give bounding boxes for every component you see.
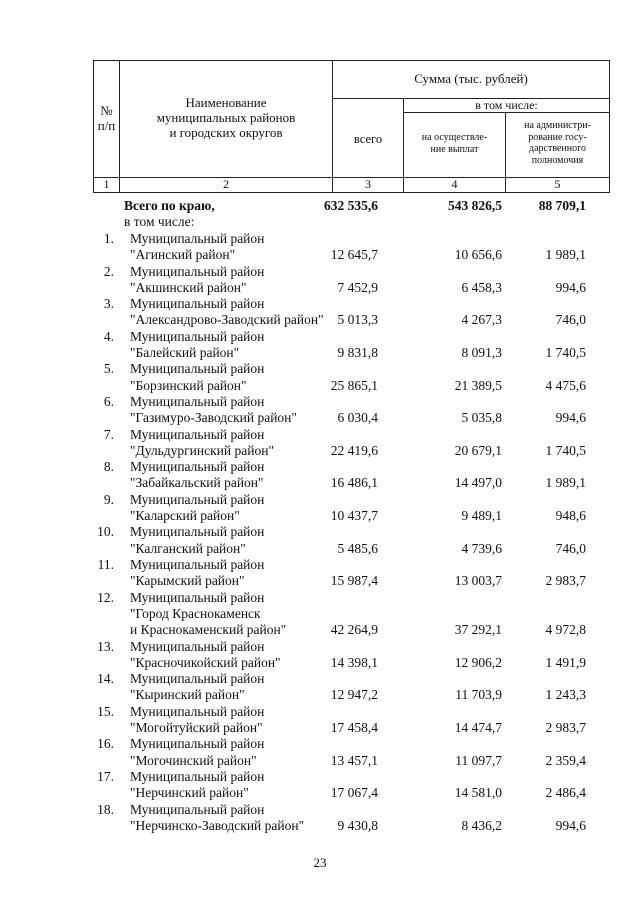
colnum-4: 4: [451, 177, 458, 191]
row-admin-value: 2 983,7: [545, 573, 586, 589]
row-total-value: 10 437,7: [330, 508, 378, 524]
row-district-name: "Могойтуйский район": [130, 719, 263, 735]
row-payments-value: 37 292,1: [454, 622, 502, 638]
header-col-name: Наименование муниципальных районов и городских округов: [156, 95, 296, 140]
row-payments-value: 14 497,0: [454, 475, 502, 491]
row-total-value: 42 264,9: [330, 622, 378, 638]
row-payments-value: 5 035,8: [461, 410, 502, 426]
row-number: 1.: [103, 231, 114, 246]
row-number: 9.: [103, 491, 114, 507]
row-payments-value: 20 679,1: [454, 442, 502, 458]
table-row: [0, 296, 640, 329]
row-type: Муниципальный район: [130, 296, 265, 312]
page-number: 23: [313, 855, 327, 870]
row-admin-value: 1 989,1: [545, 475, 586, 491]
row-number: 8.: [103, 459, 114, 475]
table-row: [0, 590, 640, 639]
row-district-name: "Карымский район": [130, 573, 245, 589]
header-col-sum: Сумма (тыс. рублей): [414, 71, 528, 86]
summary-payments: 543 826,5: [448, 198, 502, 213]
row-total-value: 15 987,4: [330, 573, 378, 589]
table-row: [0, 329, 640, 362]
row-type: Муниципальный район: [130, 671, 265, 687]
row-district-name: "Забайкальский район": [130, 475, 264, 491]
row-number: 14.: [97, 671, 114, 687]
row-type: Муниципальный район: [130, 736, 265, 752]
row-payments-value: 8 436,2: [461, 817, 502, 833]
row-payments-value: 4 739,6: [461, 540, 502, 556]
row-type: Муниципальный район: [130, 361, 265, 377]
table-row: [0, 524, 640, 557]
row-type: Муниципальный район: [130, 801, 265, 817]
table-row: [0, 639, 640, 672]
table-row: [0, 427, 640, 460]
table-header: [93, 60, 610, 193]
row-type: Муниципальный район: [130, 263, 265, 279]
row-district-name: "Каларский район": [130, 508, 240, 524]
row-district-name: "Нерчинско-Заводский район": [130, 817, 305, 833]
row-type: Муниципальный район: [130, 328, 265, 344]
row-total-value: 17 458,4: [330, 719, 378, 735]
row-district-name: "Дульдургинский район": [130, 442, 274, 458]
row-payments-value: 4 267,3: [461, 312, 502, 328]
row-payments-value: 12 906,2: [454, 654, 502, 670]
row-type: Муниципальный район: [130, 459, 265, 475]
header-col-number: № п/п: [97, 103, 116, 133]
row-total-value: 14 398,1: [330, 654, 378, 670]
table-row: [0, 557, 640, 590]
row-total-value: 12 645,7: [330, 247, 378, 263]
summary-sublabel: в том числе:: [124, 214, 195, 229]
row-district-name: "Балейский район": [130, 345, 240, 361]
row-district-name: "Красночикойский район": [130, 654, 281, 670]
row-district-name: "Акшинский район": [130, 279, 247, 295]
row-admin-value: 1 989,1: [545, 247, 586, 263]
row-number: 13.: [97, 638, 114, 654]
row-total-value: 9 831,8: [337, 345, 378, 361]
table-row: [0, 459, 640, 492]
row-total-value: 9 430,8: [337, 817, 378, 833]
row-number: 12.: [97, 589, 114, 605]
row-payments-value: 14 474,7: [454, 719, 502, 735]
summary-admin: 88 709,1: [538, 198, 586, 213]
row-type: Муниципальный район: [130, 231, 265, 246]
row-number: 6.: [103, 394, 114, 409]
row-number: 5.: [103, 361, 114, 377]
row-payments-value: 9 489,1: [461, 508, 502, 524]
row-total-value: 25 865,1: [330, 377, 378, 393]
colnum-5: 5: [554, 177, 561, 191]
row-district-name: "Александрово-Заводский район": [130, 312, 324, 328]
row-number: 2.: [103, 263, 114, 279]
row-type: Муниципальный район: [130, 768, 265, 784]
summary-label: Всего по краю,: [124, 198, 215, 213]
row-total-value: 17 067,4: [330, 785, 378, 801]
row-total-value: 12 947,2: [330, 687, 378, 703]
row-admin-value: 994,6: [555, 817, 586, 833]
row-number: 10.: [97, 524, 114, 540]
row-payments-value: 11 703,9: [455, 687, 502, 703]
row-admin-value: 948,6: [555, 508, 586, 524]
row-payments-value: 6 458,3: [461, 279, 502, 295]
row-number: 18.: [97, 801, 114, 817]
row-total-value: 7 452,9: [337, 279, 378, 295]
row-admin-value: 1 740,5: [545, 345, 586, 361]
row-type: Муниципальный район: [130, 426, 265, 442]
row-type: Муниципальный район: [130, 589, 265, 605]
row-district-name: "Кыринский район": [130, 687, 245, 703]
row-payments-value: 10 656,6: [454, 247, 502, 263]
row-number: 11.: [97, 557, 114, 572]
row-type: Муниципальный район: [130, 638, 265, 654]
table-row: [0, 394, 640, 427]
row-payments-value: 8 091,3: [461, 345, 502, 361]
header-incl: в том числе:: [475, 98, 538, 112]
row-type: Муниципальный район: [130, 557, 265, 572]
row-admin-value: 1 243,3: [545, 687, 586, 703]
row-admin-value: 746,0: [555, 540, 586, 556]
row-admin-value: 2 359,4: [545, 752, 586, 768]
row-number: 4.: [103, 328, 114, 344]
row-admin-value: 4 475,6: [545, 377, 586, 393]
row-district-name: "Нерчинский район": [130, 785, 249, 801]
table-row: [0, 361, 640, 394]
table-row: [0, 671, 640, 704]
row-payments-value: 14 581,0: [454, 785, 502, 801]
row-district-name: "Калганский район": [130, 540, 246, 556]
row-admin-value: 1 491,9: [545, 654, 586, 670]
table-row: [0, 264, 640, 297]
row-admin-value: 1 740,5: [545, 442, 586, 458]
row-type: Муниципальный район: [130, 394, 265, 409]
table-row: [0, 802, 640, 835]
row-number: 17.: [97, 768, 114, 784]
summary-total: 632 535,6: [324, 198, 378, 213]
header-col-total: всего: [353, 132, 383, 146]
row-district-name: и Краснокаменский район": [130, 622, 287, 638]
colnum-2: 2: [223, 177, 229, 191]
row-number: 16.: [97, 736, 114, 752]
row-type: Муниципальный район: [130, 491, 265, 507]
row-district-name: "Борзинский район": [130, 377, 247, 393]
row-total-value: 5 013,3: [337, 312, 378, 328]
row-total-value: 16 486,1: [330, 475, 378, 491]
table-row: [0, 231, 640, 264]
row-payments-value: 21 389,5: [454, 377, 502, 393]
row-district-name: "Могочинский район": [130, 752, 257, 768]
row-number: 15.: [97, 703, 114, 719]
header-col-payments: на осуществле- ние выплат: [421, 132, 488, 155]
table-row: [0, 736, 640, 769]
row-number: 7.: [103, 426, 114, 442]
row-number: 3.: [103, 296, 114, 312]
row-payments-value: 13 003,7: [454, 573, 502, 589]
row-district-name: "Газимуро-Заводский район": [130, 410, 297, 426]
row-admin-value: 994,6: [555, 410, 586, 426]
row-total-value: 6 030,4: [337, 410, 378, 426]
row-admin-value: 2 983,7: [545, 719, 586, 735]
row-total-value: 5 485,6: [337, 540, 378, 556]
row-type: Муниципальный район: [130, 524, 265, 540]
header-col-admin: на администри- рование госу- дарственного полномочия: [524, 120, 591, 166]
row-district-name: "Город Краснокаменск: [130, 605, 261, 621]
table-row: [0, 704, 640, 737]
row-total-value: 13 457,1: [330, 752, 378, 768]
row-admin-value: 2 486,4: [545, 785, 586, 801]
row-district-name: "Агинский район": [130, 247, 236, 263]
row-admin-value: 746,0: [555, 312, 586, 328]
table-row: [0, 492, 640, 525]
row-admin-value: 994,6: [555, 279, 586, 295]
row-admin-value: 4 972,8: [545, 622, 586, 638]
table-row: [0, 769, 640, 802]
row-type: Муниципальный район: [130, 703, 265, 719]
colnum-3: 3: [365, 177, 371, 191]
row-total-value: 22 419,6: [330, 442, 378, 458]
row-payments-value: 11 097,7: [455, 752, 502, 768]
colnum-1: 1: [103, 177, 110, 191]
